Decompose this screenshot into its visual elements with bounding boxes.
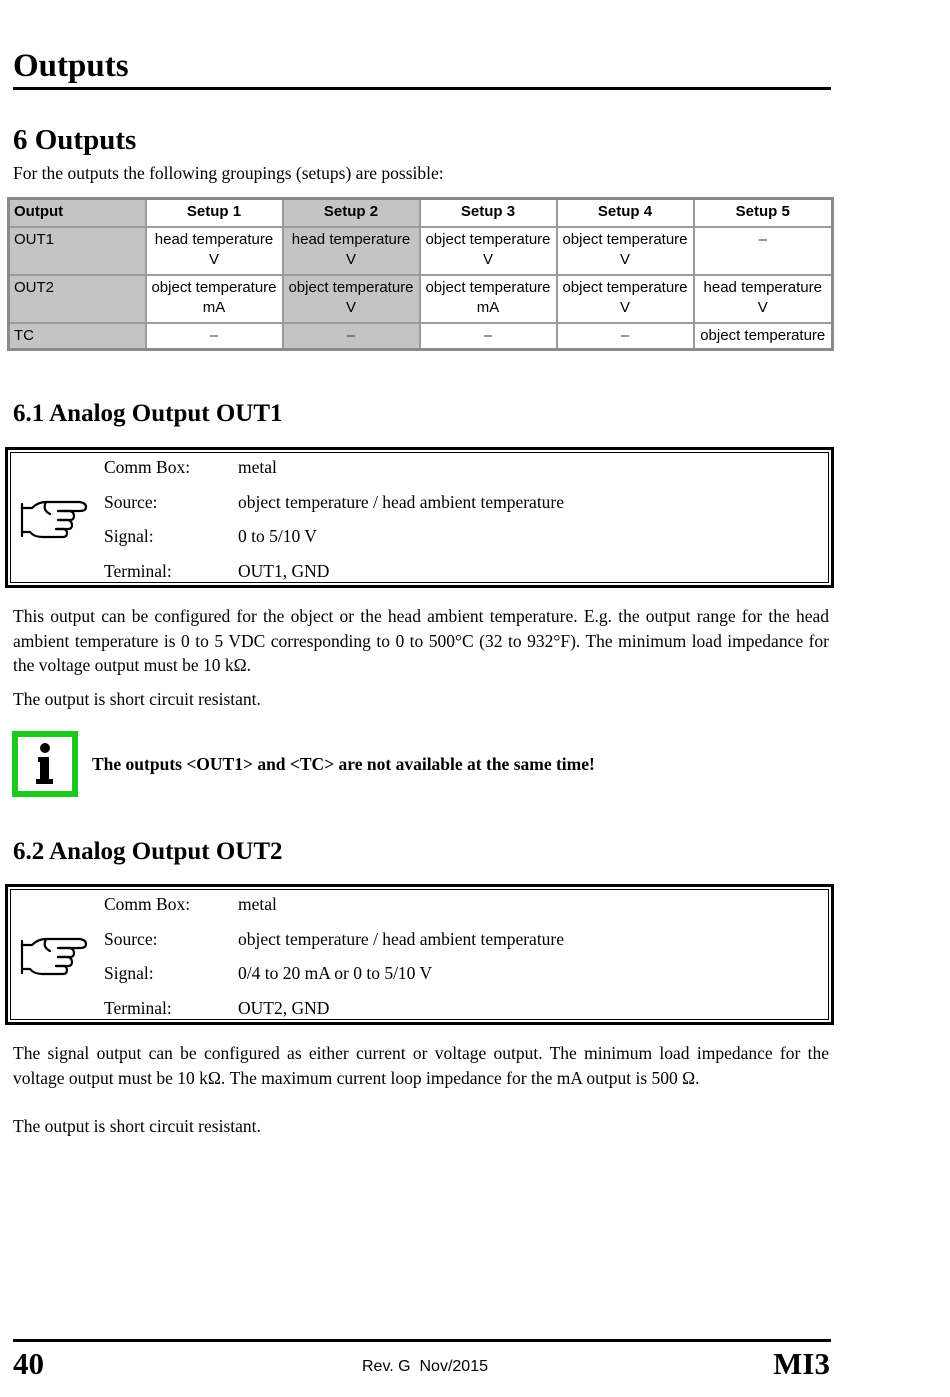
column-header: Setup 4 bbox=[557, 199, 694, 228]
table-row bbox=[9, 323, 833, 350]
page-header-title: Outputs bbox=[13, 48, 129, 84]
comm-box-label: Comm Box: bbox=[104, 457, 191, 477]
table-cell: object temperature bbox=[694, 323, 833, 350]
terminal-label: Terminal: bbox=[104, 998, 172, 1018]
row-label: OUT2 bbox=[9, 275, 146, 323]
source-label: Source: bbox=[104, 492, 158, 512]
out2-spec-box bbox=[5, 884, 834, 1025]
out2-paragraph: The signal output can be configured as either current or voltage output. The minimum load impedance for the voltage output must be 10 kΩ. The maximum current loop impedance for the mA output is 500 Ω. bbox=[13, 1043, 829, 1088]
footer-rule bbox=[13, 1339, 831, 1342]
setups-table bbox=[7, 197, 834, 351]
document-code: MI3 bbox=[773, 1346, 830, 1381]
signal-label: Signal: bbox=[104, 526, 154, 546]
comm-box-value: metal bbox=[238, 457, 277, 477]
column-header: Setup 3 bbox=[420, 199, 557, 228]
table-cell: head temperature V bbox=[694, 275, 833, 323]
source-value: object temperature / head ambient temperature bbox=[238, 492, 565, 512]
column-header: Setup 1 bbox=[146, 199, 283, 228]
source-label: Source: bbox=[104, 929, 158, 949]
pointing-hand-icon bbox=[20, 494, 88, 542]
header-rule bbox=[13, 87, 831, 90]
row-label: OUT1 bbox=[9, 227, 146, 275]
out1-spec-box bbox=[5, 447, 834, 588]
info-icon bbox=[12, 731, 78, 797]
column-header: Setup 2 bbox=[283, 199, 420, 228]
column-header: Setup 5 bbox=[694, 199, 833, 228]
page-number: 40 bbox=[13, 1346, 44, 1381]
revision-text: Rev. G Nov/2015 bbox=[362, 1358, 488, 1375]
table-cell: object temperature mA bbox=[146, 275, 283, 323]
pointing-hand-icon bbox=[20, 931, 88, 979]
terminal-value: OUT1, GND bbox=[238, 561, 330, 581]
out1-paragraph: This output can be configured for the object or the head ambient temperature. E.g. the output range for the head ambient temperature is 0 to 5 VDC corresponding to 0 to 500°C (32 to 932°F). The minimum load impedance for the voltage output must be 10 kΩ. bbox=[13, 606, 829, 675]
section-intro: For the outputs the following groupings (setups) are possible: bbox=[13, 163, 444, 183]
table-cell: object temperature V bbox=[557, 275, 694, 323]
table-cell: – bbox=[146, 323, 283, 350]
table-row bbox=[9, 227, 833, 275]
table-cell: object temperature V bbox=[420, 227, 557, 275]
source-value: object temperature / head ambient temperature bbox=[238, 929, 565, 949]
row-label: TC bbox=[9, 323, 146, 350]
out2-short-circuit-text: The output is short circuit resistant. bbox=[13, 1116, 261, 1136]
table-cell: – bbox=[420, 323, 557, 350]
section-title: 6 Outputs bbox=[13, 124, 137, 156]
out1-note: The outputs <OUT1> and <TC> are not available at the same time! bbox=[92, 754, 595, 774]
terminal-label: Terminal: bbox=[104, 561, 172, 581]
signal-label: Signal: bbox=[104, 963, 154, 983]
table-cell: object temperature mA bbox=[420, 275, 557, 323]
signal-value: 0/4 to 20 mA or 0 to 5/10 V bbox=[238, 963, 433, 983]
table-cell: – bbox=[694, 227, 833, 275]
table-row bbox=[9, 275, 833, 323]
table-cell: head temperature V bbox=[146, 227, 283, 275]
table-header-row bbox=[9, 199, 833, 228]
out1-short-circuit-text: The output is short circuit resistant. bbox=[13, 689, 261, 709]
comm-box-label: Comm Box: bbox=[104, 894, 191, 914]
table-cell: – bbox=[283, 323, 420, 350]
out2-section-title: 6.2 Analog Output OUT2 bbox=[13, 838, 283, 865]
column-header: Output bbox=[9, 199, 146, 228]
table-cell: – bbox=[557, 323, 694, 350]
out1-section-title: 6.1 Analog Output OUT1 bbox=[13, 400, 283, 427]
comm-box-value: metal bbox=[238, 894, 277, 914]
table-cell: object temperature V bbox=[557, 227, 694, 275]
table-cell: head temperature V bbox=[283, 227, 420, 275]
terminal-value: OUT2, GND bbox=[238, 998, 330, 1018]
signal-value: 0 to 5/10 V bbox=[238, 526, 317, 546]
table-cell: object temperature V bbox=[283, 275, 420, 323]
